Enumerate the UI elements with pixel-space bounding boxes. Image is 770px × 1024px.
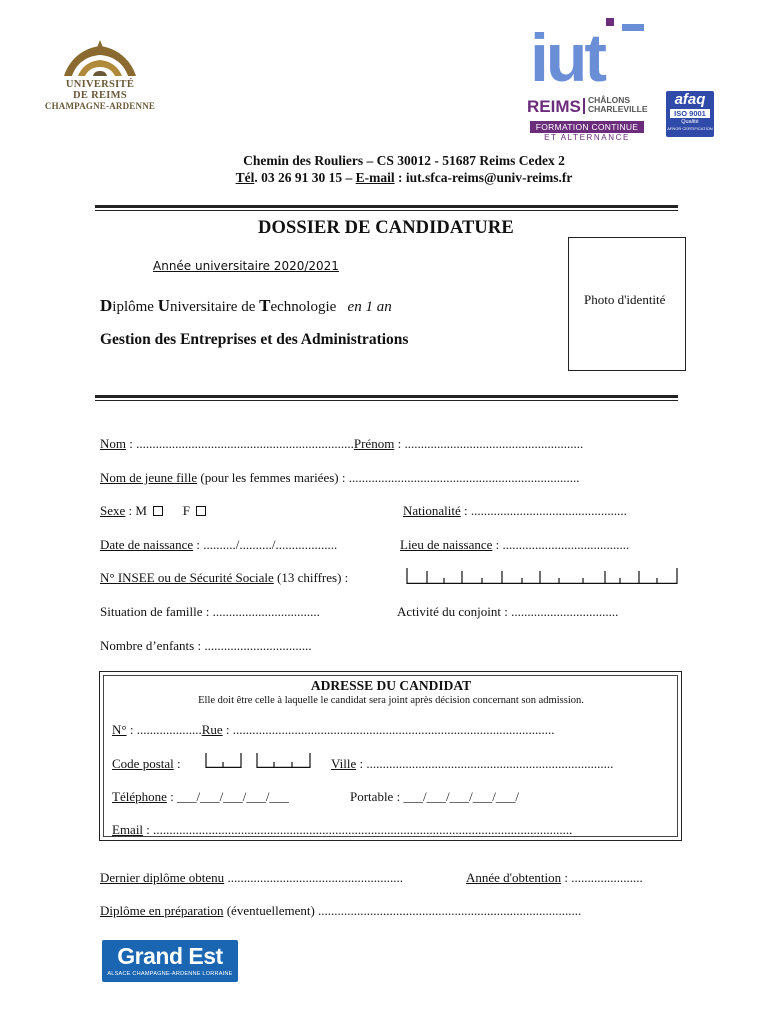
diploma-initial-d: D bbox=[100, 296, 113, 315]
diplome-preparation-label: Diplôme en préparation bbox=[100, 903, 224, 918]
field-activite-conjoint[interactable]: Activité du conjoint : ................................. bbox=[397, 604, 619, 619]
portable-input[interactable]: : ___/___/___/___/___/ bbox=[393, 789, 519, 804]
rue-label: Rue bbox=[201, 722, 223, 737]
field-nationalite[interactable] bbox=[403, 503, 627, 519]
sexe-label: Sexe bbox=[100, 503, 126, 518]
sexe-m-checkbox[interactable] bbox=[153, 506, 163, 516]
sexe-m-label: : M bbox=[125, 503, 151, 518]
email-value: : iut.sfca-reims@univ-reims.fr bbox=[394, 170, 573, 185]
nationalite-label: Nationalité bbox=[403, 503, 461, 518]
naissance-label: Date de naissance bbox=[100, 537, 194, 552]
afaq-cert: AFNOR CERTIFICATION bbox=[667, 126, 713, 131]
prenom-label: Prénom bbox=[353, 436, 395, 451]
iut-site-chalons: CHÂLONS bbox=[588, 95, 631, 105]
dernier-diplome-label: Dernier diplôme obtenu bbox=[100, 870, 225, 885]
telephone-input[interactable]: : ___/___/___/___/___ bbox=[166, 789, 289, 804]
lieu-input[interactable]: : ....................................... bbox=[492, 537, 630, 552]
sexe-f-label: F bbox=[182, 503, 194, 518]
cp-label-rest: : bbox=[173, 756, 181, 771]
email-label: E-mail bbox=[355, 170, 395, 185]
insee-label-rest: (13 chiffres) : bbox=[273, 570, 349, 585]
urca-line3: CHAMPAGNE-ARDENNE bbox=[44, 101, 156, 111]
header-rule-thin bbox=[95, 210, 678, 211]
naissance-input[interactable]: : ........../........../................... bbox=[193, 537, 338, 552]
field-portable[interactable] bbox=[350, 789, 519, 805]
nom-label: Nom bbox=[100, 436, 126, 451]
grand-est-name: Grand Est bbox=[117, 943, 223, 969]
urca-logo-mark bbox=[60, 40, 140, 78]
sexe-f-checkbox[interactable] bbox=[196, 506, 206, 516]
jeune-fille-input[interactable]: (pour les femmes mariées) : ....................................................................... bbox=[197, 470, 580, 485]
code-postal-boxes-1[interactable] bbox=[205, 753, 242, 768]
lieu-label: Lieu de naissance bbox=[400, 537, 493, 552]
iut-logo-word: iut bbox=[530, 20, 605, 96]
telephone-label: Téléphone bbox=[112, 789, 167, 804]
diplome-preparation-input[interactable]: (éventuellement) ................................................................................. bbox=[223, 903, 582, 918]
iut-logo-accent bbox=[598, 18, 648, 48]
diploma-name bbox=[100, 296, 392, 316]
specialty: Gestion des Entreprises et des Administrations bbox=[100, 331, 409, 348]
ville-input[interactable]: : ............................................................................ bbox=[356, 756, 614, 771]
address-line2 bbox=[0, 169, 770, 186]
field-sexe[interactable] bbox=[100, 503, 206, 519]
field-dernier-diplome[interactable] bbox=[100, 870, 403, 886]
field-diplome-preparation[interactable] bbox=[100, 903, 581, 919]
diploma-word-1: iplôme bbox=[112, 299, 158, 315]
annee-obtention-input[interactable]: : ...................... bbox=[561, 870, 643, 885]
header-rule-thick bbox=[95, 205, 678, 208]
iut-logo-band: FORMATION CONTINUE bbox=[530, 121, 644, 133]
tel-value: . 03 26 91 30 15 – bbox=[254, 170, 356, 185]
numero-input[interactable]: : .................... bbox=[126, 722, 202, 737]
field-lieu-naissance[interactable] bbox=[400, 537, 629, 553]
address-line1: Chemin des Rouliers – CS 30012 - 51687 Reims Cedex 2 bbox=[243, 153, 565, 168]
field-nom[interactable] bbox=[100, 436, 583, 452]
iut-logo-sites bbox=[588, 96, 648, 114]
field-code-postal bbox=[112, 756, 181, 772]
email-input[interactable]: : ................................................................................................................................. bbox=[143, 822, 573, 837]
field-nombre-enfants[interactable]: Nombre d’enfants : ................................. bbox=[100, 638, 312, 653]
urca-logo-text bbox=[38, 79, 162, 112]
insee-digit-boxes[interactable] bbox=[406, 568, 678, 584]
field-situation-famille[interactable]: Situation de famille : ................................. bbox=[100, 604, 320, 619]
afaq-norm: ISO 9001 bbox=[670, 109, 710, 118]
field-adresse-rue[interactable] bbox=[112, 722, 555, 738]
annee-obtention-label: Année d'obtention bbox=[466, 870, 562, 885]
numero-label: N° bbox=[112, 722, 127, 737]
field-insee bbox=[100, 570, 348, 586]
ville-label: Ville bbox=[331, 756, 357, 771]
field-date-naissance[interactable] bbox=[100, 537, 337, 553]
urca-line1: UNIVERSITÉ bbox=[65, 79, 135, 90]
insee-label: N° INSEE ou de Sécurité Sociale bbox=[100, 570, 274, 585]
iut-logo-divider bbox=[583, 98, 585, 114]
field-ville[interactable] bbox=[331, 756, 613, 772]
section-rule-thick bbox=[95, 395, 678, 398]
grand-est-sub: ALSACE CHAMPAGNE-ARDENNE LORRAINE bbox=[107, 971, 233, 977]
urca-line2: DE REIMS bbox=[72, 90, 128, 101]
diploma-word-2: niversitaire de bbox=[169, 299, 260, 315]
grand-est-logo bbox=[102, 940, 238, 982]
email-label: Email bbox=[112, 822, 144, 837]
jeune-fille-label: Nom de jeune fille bbox=[100, 470, 198, 485]
field-annee-obtention[interactable] bbox=[466, 870, 643, 886]
diploma-word-3: echnologie bbox=[270, 299, 337, 315]
code-postal-boxes-2[interactable] bbox=[256, 753, 311, 768]
nom-input[interactable]: : ................................................................... bbox=[126, 436, 354, 451]
afaq-logo bbox=[666, 91, 714, 137]
dernier-diplome-input[interactable]: ...................................................... bbox=[224, 870, 403, 885]
section-rule-thin bbox=[95, 400, 678, 401]
iut-logo-city: REIMS bbox=[527, 97, 581, 116]
iut-site-charleville: CHARLEVILLE bbox=[588, 104, 648, 114]
rue-input[interactable]: : ................................................................................................... bbox=[222, 722, 555, 737]
afaq-name: afaq bbox=[674, 91, 706, 108]
iut-logo-band2: ET ALTERNANCE bbox=[544, 133, 630, 142]
diploma-duration: en 1 an bbox=[347, 299, 392, 315]
tel-label: Tél bbox=[235, 170, 255, 185]
field-telephone[interactable] bbox=[112, 789, 289, 805]
field-email[interactable] bbox=[112, 822, 572, 838]
photo-label: Photo d'identité bbox=[584, 292, 666, 307]
address-box-title: ADRESSE DU CANDIDAT bbox=[310, 678, 472, 693]
diploma-initial-t: T bbox=[259, 296, 271, 315]
field-nom-jeune-fille[interactable] bbox=[100, 470, 579, 486]
institution-address bbox=[0, 152, 770, 186]
academic-year: Année universitaire 2020/2021 bbox=[153, 259, 339, 273]
prenom-input[interactable]: : ....................................................... bbox=[394, 436, 584, 451]
diploma-initial-u: U bbox=[157, 296, 170, 315]
nationalite-input[interactable]: : ................................................ bbox=[460, 503, 627, 518]
page-title: DOSSIER DE CANDIDATURE bbox=[258, 218, 514, 238]
portable-label: Portable bbox=[350, 789, 394, 804]
afaq-quality: Qualité bbox=[681, 119, 699, 125]
address-box-subtitle: Elle doit être celle à laquelle le candidat sera joint après décision concernant son admission. bbox=[198, 695, 584, 706]
cp-label: Code postal bbox=[112, 756, 174, 771]
